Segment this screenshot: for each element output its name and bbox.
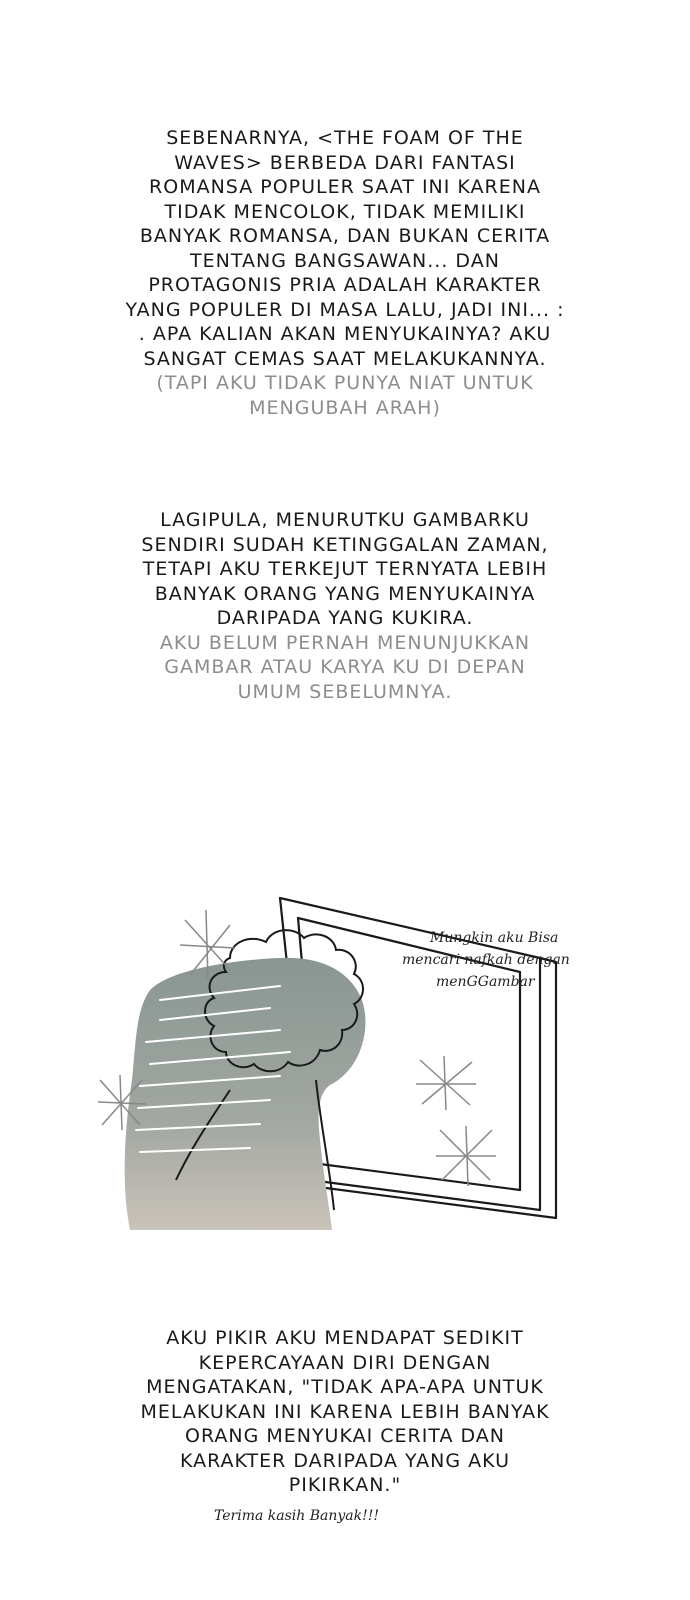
text-line: TIDAK MENCOLOK, TIDAK MEMILIKI [164,200,526,223]
aside-line: UMUM SEBELUMNYA. [237,680,453,703]
aside-line: MENGUBAH ARAH) [249,396,441,419]
text-line: PIKIRKAN." [288,1474,402,1496]
paragraph-2 [0,508,690,704]
text-line: PROTAGONIS PRIA ADALAH KARAKTER [148,274,542,296]
paragraph-3 [0,1326,690,1498]
thought-line: mencari nafkah dengan [402,952,570,968]
text-line: KARAKTER DARIPADA YANG AKU [179,1449,511,1472]
text-line: LAGIPULA, MENURUTKU GAMBARKU [160,509,530,531]
text-line: SENDIRI SUDAH KETINGGALAN ZAMAN, [141,533,549,556]
text-line: MENGATAKAN, "TIDAK APA-APA UNTUK [146,1376,544,1398]
aside-line: (TAPI AKU TIDAK PUNYA NIAT UNTUK [156,372,534,394]
text-line: BANYAK ROMANSA, DAN BUKAN CERITA [139,225,551,247]
text-line: TETAPI AKU TERKEJUT TERNYATA LEBIH [142,558,548,580]
paragraph-1 [0,126,690,420]
text-line: ORANG MENYUKAI CERITA DAN [184,1425,505,1447]
thanks-note: Terima kasih Banyak!!! [214,1508,380,1524]
text-line: ROMANSA POPULER SAAT INI KARENA [149,176,541,198]
text-line: DARIPADA YANG KUKIRA. [216,607,474,629]
aside-line: GAMBAR ATAU KARYA KU DI DEPAN [164,656,526,678]
text-line: . APA KALIAN AKAN MENYUKAINYA? AKU [138,323,552,345]
text-line: AKU PIKIR AKU MENDAPAT SEDIKIT [166,1327,524,1349]
aside-line: AKU BELUM PERNAH MENUNJUKKAN [159,631,531,654]
text-line: WAVES> BERBEDA DARI FANTASI [174,151,516,174]
text-line: BANYAK ORANG YANG MENYUKAINYA [154,582,536,605]
text-line: MELAKUKAN INI KARENA LEBIH BANYAK [140,1400,550,1423]
thought-line: menGGambar [436,974,535,990]
text-line: SANGAT CEMAS SAAT MELAKUKANNYA. [143,347,547,370]
text-line: YANG POPULER DI MASA LALU, JADI INI... : [125,298,565,321]
text-line: KEPERCAYAAN DIRI DENGAN [198,1351,492,1374]
thought-line: Mungkin aku Bisa [430,930,559,946]
illustration-artist-at-tablet [80,880,640,1250]
text-line: SEBENARNYA, <THE FOAM OF THE [166,127,524,149]
text-line: TENTANG BANGSAWAN... DAN [190,249,500,272]
